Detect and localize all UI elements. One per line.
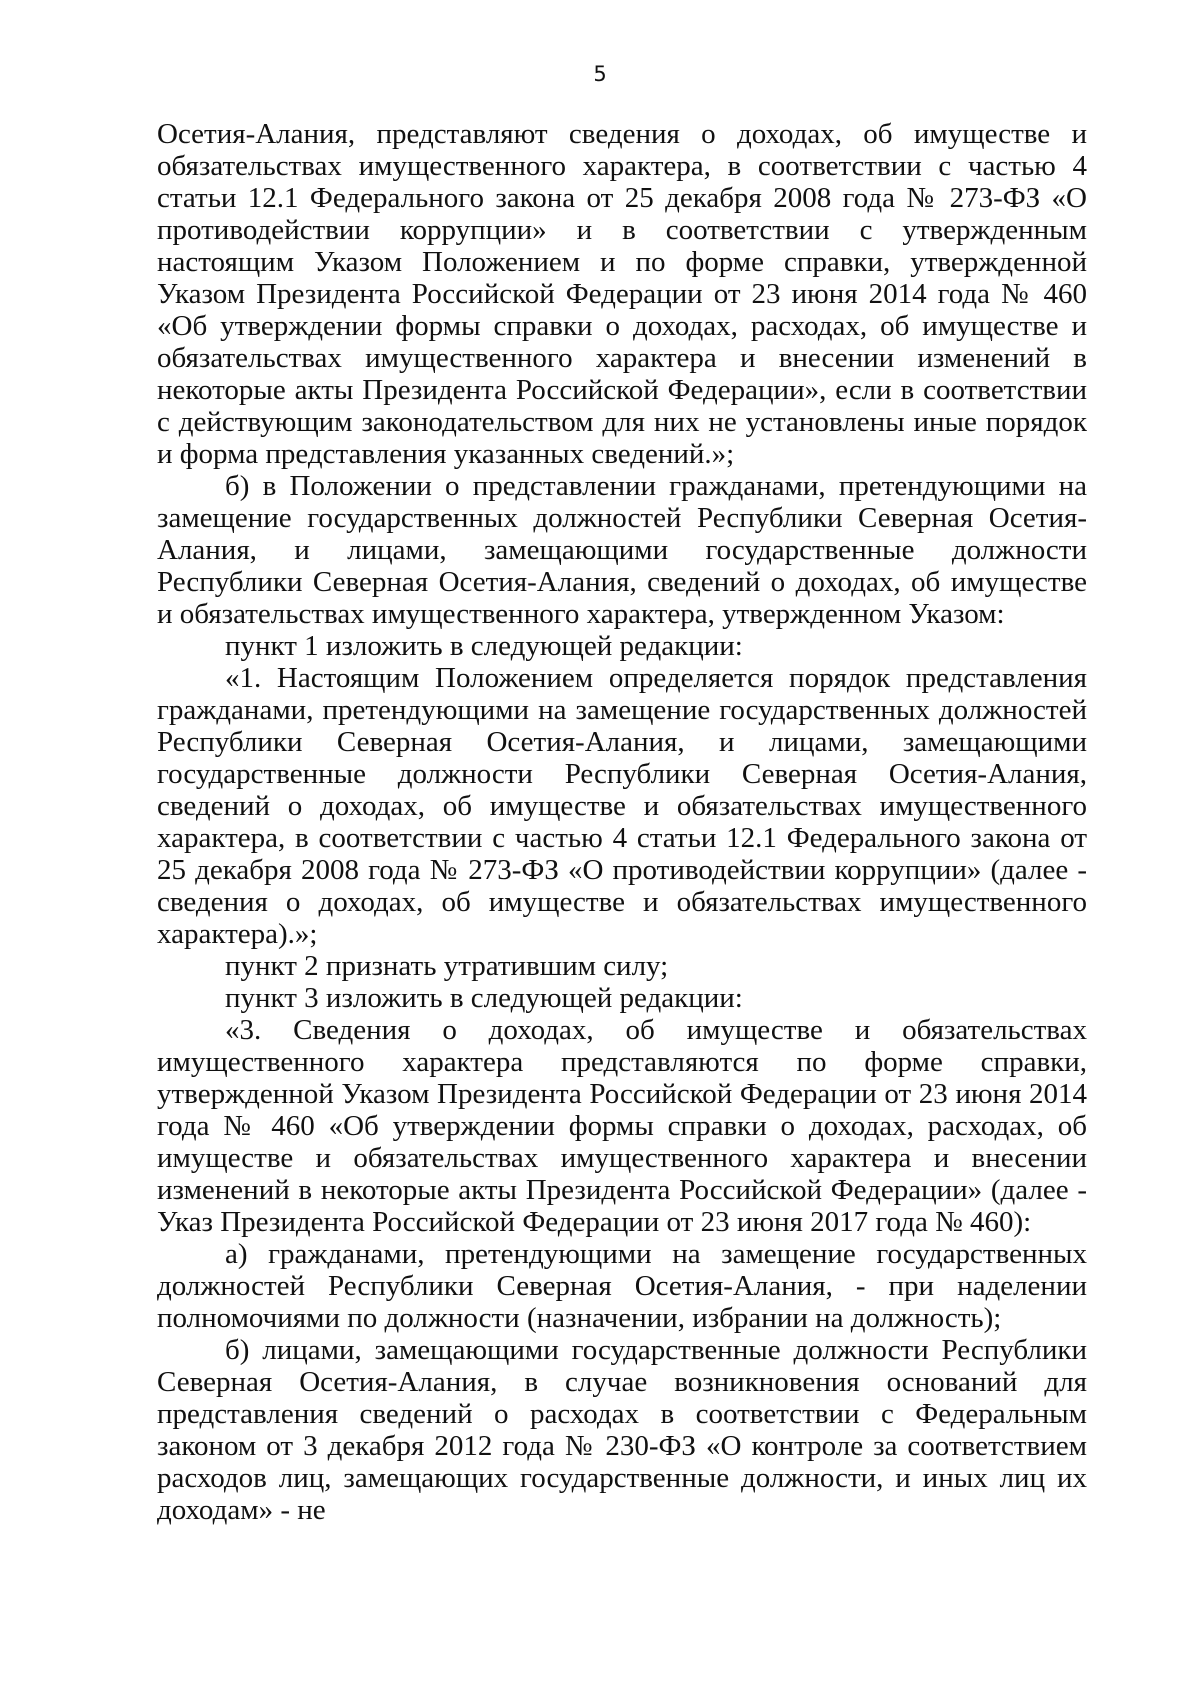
paragraph-6: пункт 3 изложить в следующей редакции: xyxy=(225,982,743,1014)
paragraph-4: «1. Настоящим Положением определяется порядок представления гражданами, претендующими на замещение государственных должностей Республики Северная Осетия-Алания, и лицами, замещающими государственные должности Республики Северная Осетия-Алания, сведений о доходах, об имуществе и обязательствах имущественного характера, в соответствии с частью 4 статьи 12.1 Федерального закона от 25 декабря 2008 года № 273-ФЗ «О противодействии коррупции» (далее - сведения о доходах, об имуществе и обязательствах имущественного характера).»; xyxy=(157,662,1087,950)
paragraph-9: б) лицами, замещающими государственные должности Республики Северная Осетия-Алания, в случае возникновения оснований для представления сведений о расходах в соответствии с Федеральным законом от 3 декабря 2012 года № 230-ФЗ «О контроле за соответствием расходов лиц, замещающих государственные должности, и иных лиц их доходам» - не xyxy=(157,1334,1087,1526)
paragraph-1: Осетия-Алания, представляют сведения о доходах, об имуществе и обязательствах имущественного характера, в соответствии с частью 4 статьи 12.1 Федерального закона от 25 декабря 2008 года № 273-ФЗ «О противодействии коррупции» и в соответствии с утвержденным настоящим Указом Положением и по форме справки, утвержденной Указом Президента Российской Федерации от 23 июня 2014 года № 460 «Об утверждении формы справки о доходах, расходах, об имуществе и обязательствах имущественного характера и внесении изменений в некоторые акты Президента Российской Федерации», если в соответствии с действующим законодательством для них не установлены иные порядок и форма представления указанных сведений.»; xyxy=(157,118,1087,470)
paragraph-5: пункт 2 признать утратившим силу; xyxy=(225,950,669,982)
paragraph-8: а) гражданами, претендующими на замещение государственных должностей Республики Северная Осетия-Алания, - при наделении полномочиями по должности (назначении, избрании на должность); xyxy=(157,1238,1087,1334)
paragraph-7: «3. Сведения о доходах, об имуществе и обязательствах имущественного характера представляются по форме справки, утвержденной Указом Президента Российской Федерации от 23 июня 2014 года № 460 «Об утверждении формы справки о доходах, расходах, об имуществе и обязательствах имущественного характера и внесении изменений в некоторые акты Президента Российской Федерации» (далее - Указ Президента Российской Федерации от 23 июня 2017 года № 460): xyxy=(157,1014,1087,1238)
paragraph-3: пункт 1 изложить в следующей редакции: xyxy=(225,630,743,662)
page-number: 5 xyxy=(593,62,607,86)
document-body xyxy=(157,118,1087,1526)
paragraph-2: б) в Положении о представлении гражданами, претендующими на замещение государственных должностей Республики Северная Осетия-Алания, и лицами, замещающими государственные должности Республики Северная Осетия-Алания, сведений о доходах, об имуществе и обязательствах имущественного характера, утвержденном Указом: xyxy=(157,470,1087,630)
